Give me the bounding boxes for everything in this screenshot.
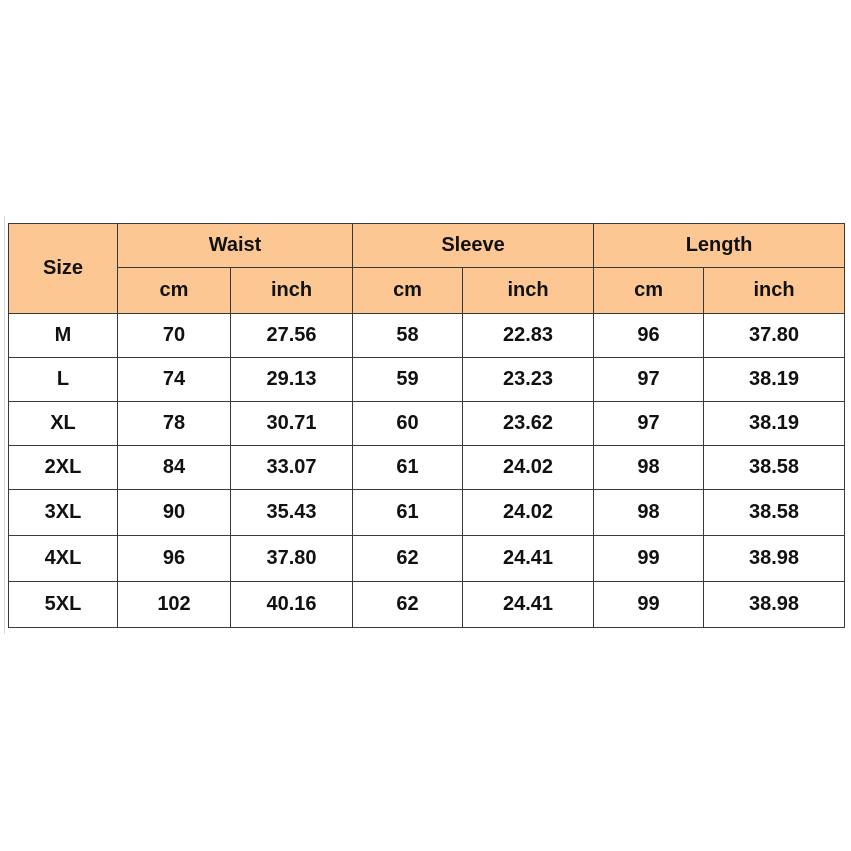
- header-sleeve-inch: inch: [463, 268, 594, 314]
- cell-waist-cm: 70: [118, 314, 231, 358]
- cell-sleeve-cm: 61: [353, 446, 463, 490]
- cell-sleeve-cm: 62: [353, 582, 463, 628]
- header-row-units: [9, 268, 845, 314]
- cell-sleeve-cm: 62: [353, 536, 463, 582]
- table-row: [9, 402, 845, 446]
- cell-size: 5XL: [9, 582, 118, 628]
- cell-waist-inch: 30.71: [231, 402, 353, 446]
- cell-sleeve-inch: 24.02: [463, 490, 594, 536]
- cell-waist-inch: 35.43: [231, 490, 353, 536]
- cell-size: XL: [9, 402, 118, 446]
- cell-waist-inch: 29.13: [231, 358, 353, 402]
- cell-length-cm: 98: [594, 490, 704, 536]
- cell-waist-inch: 27.56: [231, 314, 353, 358]
- cell-size: 3XL: [9, 490, 118, 536]
- table-row: [9, 582, 845, 628]
- header-waist-cm: cm: [118, 268, 231, 314]
- cell-length-inch: 38.98: [704, 582, 845, 628]
- header-sleeve: Sleeve: [353, 224, 594, 268]
- cell-length-inch: 38.58: [704, 490, 845, 536]
- cell-size: 2XL: [9, 446, 118, 490]
- table-row: [9, 536, 845, 582]
- cell-sleeve-inch: 23.23: [463, 358, 594, 402]
- cell-length-inch: 37.80: [704, 314, 845, 358]
- cell-length-inch: 38.19: [704, 402, 845, 446]
- cell-waist-cm: 90: [118, 490, 231, 536]
- table-row: [9, 446, 845, 490]
- cell-waist-cm: 78: [118, 402, 231, 446]
- cell-sleeve-inch: 24.41: [463, 536, 594, 582]
- cell-sleeve-cm: 61: [353, 490, 463, 536]
- cell-sleeve-inch: 22.83: [463, 314, 594, 358]
- header-length: Length: [594, 224, 845, 268]
- cell-size: L: [9, 358, 118, 402]
- table-row: [9, 490, 845, 536]
- left-edge-line: [4, 216, 5, 634]
- cell-length-cm: 97: [594, 358, 704, 402]
- size-chart-table: [8, 223, 845, 628]
- cell-length-inch: 38.58: [704, 446, 845, 490]
- cell-waist-inch: 37.80: [231, 536, 353, 582]
- cell-sleeve-cm: 58: [353, 314, 463, 358]
- cell-waist-cm: 96: [118, 536, 231, 582]
- cell-length-cm: 98: [594, 446, 704, 490]
- header-length-cm: cm: [594, 268, 704, 314]
- header-size: Size: [9, 224, 118, 314]
- cell-sleeve-inch: 23.62: [463, 402, 594, 446]
- cell-size: 4XL: [9, 536, 118, 582]
- cell-sleeve-inch: 24.02: [463, 446, 594, 490]
- cell-sleeve-inch: 24.41: [463, 582, 594, 628]
- header-waist: Waist: [118, 224, 353, 268]
- cell-length-cm: 96: [594, 314, 704, 358]
- cell-sleeve-cm: 59: [353, 358, 463, 402]
- cell-length-cm: 99: [594, 582, 704, 628]
- cell-length-inch: 38.98: [704, 536, 845, 582]
- header-sleeve-cm: cm: [353, 268, 463, 314]
- header-row-groups: [9, 224, 845, 268]
- cell-sleeve-cm: 60: [353, 402, 463, 446]
- cell-length-cm: 99: [594, 536, 704, 582]
- cell-waist-inch: 33.07: [231, 446, 353, 490]
- cell-waist-cm: 74: [118, 358, 231, 402]
- cell-waist-cm: 102: [118, 582, 231, 628]
- cell-length-cm: 97: [594, 402, 704, 446]
- cell-size: M: [9, 314, 118, 358]
- header-length-inch: inch: [704, 268, 845, 314]
- cell-waist-cm: 84: [118, 446, 231, 490]
- cell-length-inch: 38.19: [704, 358, 845, 402]
- table-row: [9, 358, 845, 402]
- cell-waist-inch: 40.16: [231, 582, 353, 628]
- table-row: [9, 314, 845, 358]
- header-waist-inch: inch: [231, 268, 353, 314]
